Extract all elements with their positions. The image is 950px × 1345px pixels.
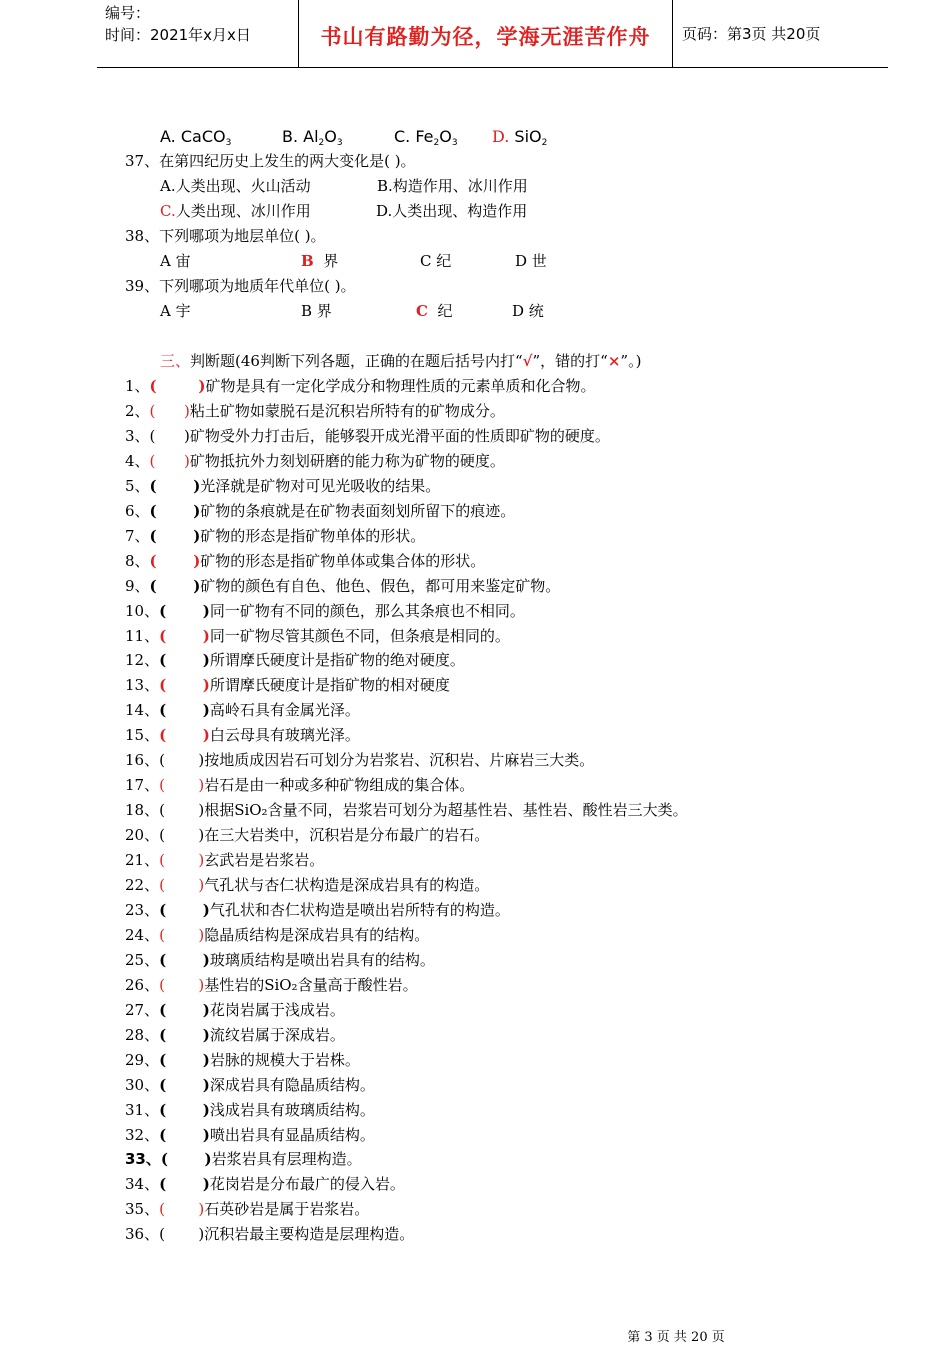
- judgment-statement: 白云母具有玻璃光泽。: [209, 726, 360, 745]
- judgment-item: [125, 750, 594, 770]
- answer-bracket[interactable]: ( ): [159, 1175, 210, 1194]
- judgment-item: [125, 1050, 360, 1070]
- judgment-item: [125, 900, 510, 920]
- q39-option-c: C 纪: [416, 302, 453, 320]
- judgment-statement: 玻璃质结构是喷出岩具有的结构。: [209, 950, 435, 969]
- judgment-statement: 同一矿物有不同的颜色，那么其条痕也不相同。: [209, 601, 525, 620]
- judgment-statement: 隐晶质结构是深成岩具有的结构。: [204, 925, 430, 944]
- answer-bracket[interactable]: ( ): [149, 426, 190, 445]
- judgment-number: 18、: [125, 801, 160, 820]
- judgment-number: 36、: [125, 1225, 160, 1244]
- judgment-item: [125, 576, 560, 596]
- judgment-statement: 在三大岩类中，沉积岩是分布最广的岩石。: [204, 826, 490, 845]
- q39-option-b: B 界: [301, 302, 332, 320]
- judgment-statement: 矿物的形态是指矿物单体或集合体的形状。: [200, 551, 486, 570]
- judgment-statement: 所谓摩氏硬度计是指矿物的绝对硬度。: [209, 651, 465, 670]
- judgment-item: [125, 1025, 345, 1045]
- judgment-item: [125, 1149, 362, 1169]
- judgment-statement: 高岭石具有金属光泽。: [209, 701, 360, 720]
- judgment-number: 14、: [125, 701, 160, 720]
- judgment-statement: 矿物的条痕就是在矿物表面刻划所留下的痕迹。: [200, 501, 516, 520]
- judgment-statement: 光泽就是矿物对可见光吸收的结果。: [200, 476, 441, 495]
- judgment-number: 1、: [125, 377, 150, 395]
- judgment-statement: 岩石是由一种或多种矿物组成的集合体。: [204, 776, 475, 795]
- answer-bracket[interactable]: ( ): [160, 1150, 212, 1169]
- judgment-number: 16、: [125, 751, 160, 770]
- judgment-statement: 石英砂岩是属于岩浆岩。: [204, 1200, 370, 1219]
- header-motto: 书山有路勤为径，学海无涯苦作舟: [320, 23, 651, 49]
- judgment-number: 26、: [125, 975, 160, 994]
- judgment-item: [125, 1174, 405, 1194]
- answer-bracket[interactable]: ( ): [159, 626, 210, 645]
- judgment-number: 3、: [125, 426, 150, 445]
- judgment-statement: 同一矿物尽管其颜色不同，但条痕是相同的。: [209, 626, 510, 645]
- header-meta: [97, 0, 298, 67]
- header-time-label: 时间：2021年x月x日: [105, 26, 251, 44]
- judgment-item: [125, 700, 360, 720]
- judgment-item: [125, 850, 324, 870]
- header-page-cell: [672, 0, 898, 67]
- answer-bracket[interactable]: ( ): [149, 377, 206, 395]
- answer-bracket[interactable]: ( ): [159, 651, 210, 670]
- answer-bracket[interactable]: ( ): [149, 576, 201, 595]
- answer-bracket[interactable]: ( ): [149, 476, 201, 495]
- q37-stem: 37、在第四纪历史上发生的两大变化是( )。: [125, 152, 416, 170]
- judgment-item: [125, 825, 489, 845]
- judgment-item: [125, 501, 515, 521]
- answer-bracket[interactable]: ( ): [159, 801, 205, 820]
- answer-bracket[interactable]: ( ): [159, 1025, 210, 1044]
- judgment-item: [125, 1075, 375, 1095]
- section3-title: 三、判断题(46判断下列各题，正确的在题后括号内打“√”，错的打“×”。): [160, 352, 642, 370]
- judgment-number: 24、: [125, 925, 160, 944]
- judgment-number: 31、: [125, 1100, 160, 1119]
- judgment-number: 11、: [125, 626, 160, 645]
- answer-bracket[interactable]: ( ): [159, 751, 205, 770]
- judgment-statement: 矿物受外力打击后，能够裂开成光滑平面的性质即矿物的硬度。: [189, 426, 610, 445]
- judgment-statement: 花岗岩属于浅成岩。: [209, 1000, 345, 1019]
- judgment-statement: 岩脉的规模大于岩株。: [209, 1050, 360, 1069]
- judgment-number: 30、: [125, 1075, 160, 1094]
- judgment-statement: 花岗岩是分布最广的侵入岩。: [209, 1175, 405, 1194]
- header-page-label: 页码：第3页 共20页: [682, 25, 821, 43]
- judgment-item: [125, 975, 418, 995]
- judgment-number: 9、: [125, 576, 150, 595]
- judgment-statement: 根据SiO₂含量不同，岩浆岩可划分为超基性岩、基性岩、酸性岩三大类。: [204, 801, 688, 820]
- judgment-statement: 基性岩的SiO₂含量高于酸性岩。: [204, 975, 418, 994]
- judgment-number: 33、: [125, 1150, 161, 1169]
- q38-stem: 38、下列哪项为地层单位( )。: [125, 227, 326, 245]
- q38-option-a: A 宙: [160, 252, 191, 270]
- answer-bracket[interactable]: ( ): [159, 950, 210, 969]
- judgment-number: 13、: [125, 676, 160, 695]
- judgment-statement: 所谓摩氏硬度计是指矿物的相对硬度: [209, 676, 450, 695]
- judgment-statement: 矿物的形态是指矿物单体的形状。: [200, 526, 426, 545]
- answer-bracket[interactable]: ( ): [159, 1000, 210, 1019]
- judgment-number: 29、: [125, 1050, 160, 1069]
- judgment-number: 17、: [125, 776, 160, 795]
- answer-bracket[interactable]: ( ): [159, 776, 205, 795]
- answer-bracket[interactable]: ( ): [159, 1225, 205, 1244]
- answer-bracket[interactable]: ( ): [159, 851, 205, 870]
- answer-bracket[interactable]: ( ): [159, 1100, 210, 1119]
- judgment-number: 15、: [125, 726, 160, 745]
- q37-option-a: A.人类出现、火山活动: [160, 177, 311, 195]
- judgment-number: 8、: [125, 551, 150, 570]
- judgment-item: [125, 426, 610, 446]
- q36-option-a: A. CaCO$_3$: [160, 127, 232, 148]
- judgment-item: [125, 925, 429, 945]
- judgment-number: 2、: [125, 401, 150, 420]
- judgment-statement: 粘土矿物如蒙脱石是沉积岩所特有的矿物成分。: [189, 401, 505, 420]
- judgment-number: 20、: [125, 826, 160, 845]
- judgment-item: [125, 451, 505, 471]
- header-number-label: 编号：: [105, 4, 151, 22]
- judgment-number: 34、: [125, 1175, 160, 1194]
- q39-stem: 39、下列哪项为地质年代单位( )。: [125, 277, 356, 295]
- answer-bracket[interactable]: ( ): [159, 601, 210, 620]
- q36-option-b: B. $Al_2O_3$: [282, 127, 343, 148]
- judgment-number: 21、: [125, 851, 160, 870]
- judgment-item: [125, 1000, 345, 1020]
- judgment-statement: 沉积岩最主要构造是层理构造。: [204, 1225, 415, 1244]
- judgment-item: [125, 1125, 375, 1145]
- judgment-number: 6、: [125, 501, 150, 520]
- q39-option-a: A 宇: [160, 302, 191, 320]
- judgment-statement: 浅成岩具有玻璃质结构。: [209, 1100, 375, 1119]
- judgment-item: [125, 1100, 375, 1120]
- q38-option-c: C 纪: [420, 252, 452, 270]
- judgment-number: 25、: [125, 950, 160, 969]
- answer-bracket[interactable]: ( ): [149, 551, 201, 570]
- judgment-item: [125, 650, 465, 670]
- judgment-statement: 喷出岩具有显晶质结构。: [209, 1125, 375, 1144]
- q36-option-c: C. $Fe_2O_3$: [394, 127, 458, 148]
- judgment-statement: 气孔状和杏仁状构造是喷出岩所特有的构造。: [209, 900, 510, 919]
- judgment-statement: 岩浆岩具有层理构造。: [211, 1150, 362, 1169]
- judgment-number: 32、: [125, 1125, 160, 1144]
- judgment-item: [125, 800, 688, 820]
- header-motto-cell: [298, 0, 673, 67]
- judgment-statement: 流纹岩属于深成岩。: [209, 1025, 345, 1044]
- judgment-item: [125, 950, 435, 970]
- q37-option-d: D.人类出现、构造作用: [376, 202, 528, 220]
- judgment-item: [125, 675, 450, 695]
- answer-bracket[interactable]: ( ): [159, 975, 205, 994]
- judgment-number: 35、: [125, 1200, 160, 1219]
- answer-bracket[interactable]: ( ): [159, 1125, 210, 1144]
- judgment-statement: 深成岩具有隐晶质结构。: [209, 1075, 375, 1094]
- judgment-statement: 矿物抵抗外力刻划研磨的能力称为矿物的硬度。: [189, 451, 505, 470]
- judgment-statement: 气孔状与杏仁状构造是深成岩具有的构造。: [204, 876, 490, 894]
- q39-option-d: D 统: [512, 302, 544, 320]
- q37-option-b: B.构造作用、冰川作用: [377, 177, 528, 195]
- judgment-item: [125, 551, 485, 571]
- answer-bracket[interactable]: ( ): [159, 1050, 210, 1069]
- answer-bracket[interactable]: ( ): [159, 1200, 205, 1219]
- judgment-number: 5、: [125, 476, 150, 495]
- judgment-item: [125, 601, 525, 621]
- q37-option-c: C.人类出现、冰川作用: [160, 202, 311, 220]
- judgment-number: 23、: [125, 900, 160, 919]
- page-header: [97, 0, 888, 68]
- judgment-item: [125, 526, 425, 546]
- answer-bracket[interactable]: ( ): [149, 451, 190, 470]
- judgment-item: [125, 626, 510, 646]
- judgment-statement: 矿物的颜色有自色、他色、假色，都可用来鉴定矿物。: [200, 576, 561, 595]
- judgment-number: 27、: [125, 1000, 160, 1019]
- judgment-item: [125, 1199, 369, 1219]
- answer-bracket[interactable]: ( ): [159, 726, 210, 745]
- judgment-number: 12、: [125, 651, 160, 670]
- judgment-statement: 按地质成因岩石可划分为岩浆岩、沉积岩、片麻岩三大类。: [204, 751, 595, 770]
- answer-bracket[interactable]: ( ): [149, 401, 190, 420]
- q36-option-d: D. SiO$_2$: [492, 127, 548, 148]
- judgment-number: 22、: [125, 876, 160, 894]
- answer-bracket[interactable]: ( ): [149, 526, 201, 545]
- judgment-statement: 玄武岩是岩浆岩。: [204, 851, 325, 870]
- answer-bracket[interactable]: ( ): [159, 925, 205, 944]
- answer-bracket[interactable]: ( ): [159, 701, 210, 720]
- answer-bracket[interactable]: ( ): [159, 1075, 210, 1094]
- judgment-item: [125, 725, 360, 745]
- judgment-item: [125, 875, 489, 895]
- judgment-item: [125, 376, 596, 396]
- q38-option-b: B 界: [301, 252, 339, 270]
- answer-bracket[interactable]: ( ): [159, 826, 205, 845]
- answer-bracket[interactable]: ( ): [159, 876, 205, 894]
- answer-bracket[interactable]: ( ): [149, 501, 201, 520]
- answer-bracket[interactable]: ( ): [159, 676, 210, 695]
- judgment-number: 7、: [125, 526, 150, 545]
- q38-option-d: D 世: [515, 252, 547, 270]
- judgment-item: [125, 401, 505, 421]
- judgment-number: 4、: [125, 451, 150, 470]
- judgment-number: 10、: [125, 601, 160, 620]
- page-footer: 第 3 页 共 20 页: [627, 1330, 725, 1345]
- judgment-item: [125, 775, 474, 795]
- judgment-item: [125, 476, 440, 496]
- answer-bracket[interactable]: ( ): [159, 900, 210, 919]
- judgment-item: [125, 1224, 414, 1244]
- header-rule: [97, 67, 888, 68]
- judgment-statement: 矿物是具有一定化学成分和物理性质的元素单质和化合物。: [205, 377, 596, 395]
- judgment-number: 28、: [125, 1025, 160, 1044]
